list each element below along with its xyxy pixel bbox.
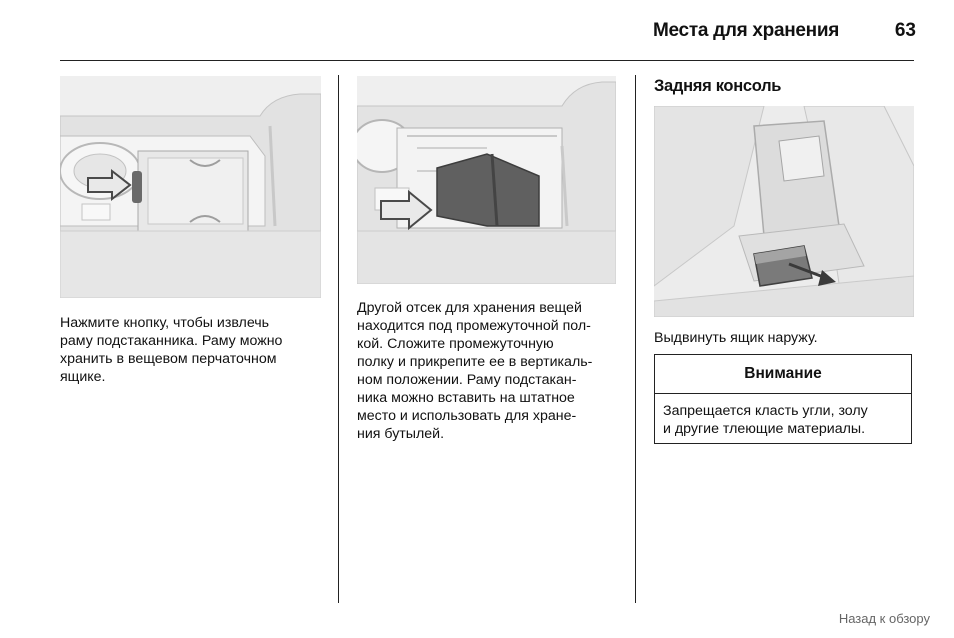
column-divider-1	[338, 75, 339, 603]
compartment-illustration	[357, 76, 616, 284]
warning-box	[654, 354, 912, 444]
figure-lower-compartment	[357, 76, 616, 284]
page-number: 63	[894, 20, 916, 41]
compartment-instruction: Другой отсек для хранения вещей находится под промежуточной пол- кой. Сложите промежуточную полку и прикрепите ее в вертикаль- ном положении. Раму подстакан- ника можно вставить на штатное место и использовать для хране- ния бутылей.	[357, 300, 593, 442]
cupholder-illustration	[60, 76, 321, 298]
page-title: Места для хранения	[653, 20, 839, 41]
section-heading-rear-console: Задняя консоль	[654, 77, 782, 95]
header-rule	[60, 60, 914, 61]
rear-console-illustration	[654, 106, 914, 317]
figure-rear-console	[654, 106, 914, 317]
column-divider-2	[635, 75, 636, 603]
figure-cupholder-frame	[60, 76, 321, 298]
warning-body: Запрещается класть угли, золу и другие тлеющие материалы.	[663, 403, 868, 437]
rear-console-caption: Выдвинуть ящик наружу.	[654, 330, 818, 346]
release-button	[132, 171, 142, 203]
cupholder-instruction: Нажмите кнопку, чтобы извлечь раму подстаканника. Раму можно хранить в вещевом перчаточном ящике.	[60, 315, 283, 385]
back-to-overview-link[interactable]: Назад к обзору	[838, 611, 930, 626]
warning-title: Внимание	[655, 355, 911, 394]
